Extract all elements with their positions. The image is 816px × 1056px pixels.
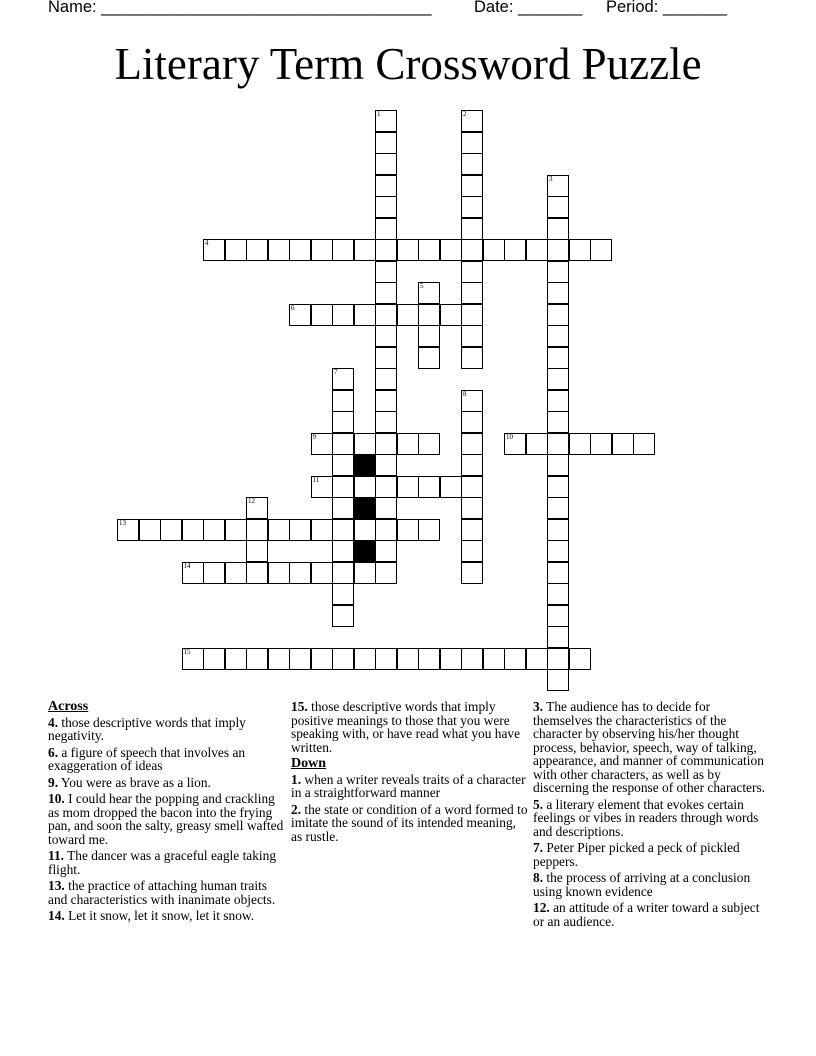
crossword-cell[interactable] [311,519,333,541]
clue-number: 7. [533,840,544,855]
clue-number: 2. [291,801,302,817]
blocked-cell [354,454,376,476]
crossword-cell[interactable] [547,239,569,261]
crossword-cell[interactable] [246,239,268,261]
clue-number-label: 1 [377,110,381,118]
crossword-cell[interactable] [182,648,204,670]
crossword-cell[interactable] [375,411,397,433]
crossword-cell[interactable] [461,239,483,261]
crossword-cell[interactable] [397,476,419,498]
crossword-cell[interactable] [397,519,419,541]
crossword-cell[interactable] [547,497,569,519]
crossword-cell[interactable] [182,562,204,584]
crossword-cell[interactable] [547,368,569,390]
crossword-cell[interactable] [461,454,483,476]
crossword-cell[interactable] [311,433,333,455]
crossword-cell[interactable] [461,153,483,175]
crossword-cell[interactable] [590,433,612,455]
clue-number-label: 5 [420,282,424,290]
crossword-cell[interactable] [203,648,225,670]
crossword-cell[interactable] [268,648,290,670]
clue-number: 3. [533,699,544,714]
clue-number-label: 6 [291,303,295,312]
crossword-cell[interactable] [375,153,397,175]
crossword-cell[interactable] [418,347,440,369]
clue-number: 11. [48,848,64,863]
crossword-cell[interactable] [504,648,526,670]
clue-number-label: 2 [463,110,467,118]
crossword-cell[interactable] [139,519,161,541]
crossword-cell[interactable] [117,519,139,541]
crossword-cell[interactable] [375,540,397,562]
crossword-cell[interactable] [547,325,569,347]
crossword-cell[interactable] [375,325,397,347]
clue-9 [48,776,288,790]
crossword-cell[interactable] [526,648,548,670]
crossword-cell[interactable] [397,239,419,261]
clue-text: The dancer was a graceful eagle taking flight. [48,848,277,877]
crossword-cell[interactable] [461,196,483,218]
clue-text: the state or condition of a word formed to imitate the sound of its intended meaning, as rustle. [291,801,528,844]
clue-3 [533,700,769,795]
crossword-cell[interactable] [375,390,397,412]
crossword-cell[interactable] [461,347,483,369]
crossword-cell[interactable] [289,519,311,541]
crossword-cell[interactable] [461,540,483,562]
crossword-cell[interactable] [440,304,462,326]
crossword-cell[interactable] [354,648,376,670]
clue-number-label: 13 [119,518,126,527]
crossword-cell[interactable] [461,648,483,670]
crossword-cell[interactable] [332,433,354,455]
crossword-cell[interactable] [289,562,311,584]
crossword-cell[interactable] [375,476,397,498]
clue-text: when a writer reveals traits of a character in a straightforward manner [291,771,526,800]
clue-12 [533,901,769,928]
clue-number-label: 8 [463,389,467,398]
crossword-cell[interactable] [311,648,333,670]
clue-13 [48,879,288,906]
crossword-cell[interactable] [225,562,247,584]
clue-number-label: 10 [506,432,513,441]
crossword-cell[interactable] [375,110,397,132]
page-title: Literary Term Crossword Puzzle [114,39,702,89]
crossword-cell[interactable] [289,239,311,261]
crossword-cell[interactable] [246,497,268,519]
crossword-cell[interactable] [547,562,569,584]
clue-4 [48,716,288,743]
crossword-cell[interactable] [375,648,397,670]
crossword-cell[interactable] [461,476,483,498]
period-field[interactable]: Period: _______ [606,0,728,16]
crossword-cell[interactable] [375,304,397,326]
crossword-cell[interactable] [504,433,526,455]
crossword-cell[interactable] [311,562,333,584]
crossword-cell[interactable] [547,519,569,541]
crossword-cell[interactable] [461,175,483,197]
crossword-cell[interactable] [461,562,483,584]
blocked-cell [354,540,376,562]
crossword-cell[interactable] [332,583,354,605]
crossword-cell[interactable] [203,562,225,584]
clue-number: 15. [291,699,308,714]
crossword-cell[interactable] [375,433,397,455]
clue-number: 14. [48,908,65,923]
crossword-cell[interactable] [418,476,440,498]
crossword-cell[interactable] [418,239,440,261]
crossword-cell[interactable] [375,497,397,519]
clue-text: the process of arriving at a conclusion using known evidence [533,870,751,899]
clue-number: 4. [48,714,59,730]
crossword-cell[interactable] [332,476,354,498]
crossword-cell[interactable] [332,368,354,390]
crossword-cell[interactable] [375,454,397,476]
crossword-cell[interactable] [354,476,376,498]
clue-text: a literary element that evokes certain feelings or vibes in readers through words and descriptions. [533,796,759,839]
clue-14 [48,909,288,923]
crossword-cell[interactable] [397,648,419,670]
crossword-cell[interactable] [461,325,483,347]
crossword-cell[interactable] [203,239,225,261]
crossword-cell[interactable] [268,562,290,584]
clue-text: I could hear the popping and crackling as mom dropped the bacon into the frying pan, and soon the salty, greasy smell wafted toward me. [48,791,284,847]
crossword-cell[interactable] [246,540,268,562]
crossword-cell[interactable] [246,562,268,584]
clue-number-label: 3 [549,174,553,183]
crossword-cell[interactable] [547,411,569,433]
crossword-cell[interactable] [375,261,397,283]
crossword-cell[interactable] [504,239,526,261]
crossword-cell[interactable] [569,433,591,455]
crossword-cell[interactable] [375,196,397,218]
clue-number: 5. [533,796,544,812]
down-heading: Down [291,756,327,771]
clue-text: those descriptive words that imply negativity. [48,714,246,743]
crossword-cell[interactable] [547,218,569,240]
crossword-cell[interactable] [547,540,569,562]
crossword-cell[interactable] [569,239,591,261]
crossword-cell[interactable] [461,218,483,240]
crossword-cell[interactable] [268,519,290,541]
clue-number: 6. [48,744,59,760]
clue-text: Let it snow, let it snow, let it snow. [64,908,255,923]
crossword-cell[interactable] [289,648,311,670]
crossword-cell[interactable] [418,519,440,541]
crossword-cell[interactable] [418,282,440,304]
clue-number-label: 14 [183,561,191,570]
crossword-cell[interactable] [461,261,483,283]
blocked-cell [354,497,376,519]
crossword-cell[interactable] [397,304,419,326]
crossword-cell[interactable] [375,347,397,369]
clue-number: 12. [533,900,550,915]
crossword-cell[interactable] [461,519,483,541]
crossword-cell[interactable] [311,239,333,261]
crossword-cell[interactable] [547,175,569,197]
clue-6 [48,746,288,773]
crossword-cell[interactable] [569,648,591,670]
crossword-cell[interactable] [633,433,655,455]
crossword-cell[interactable] [375,562,397,584]
crossword-cell[interactable] [418,648,440,670]
crossword-cell[interactable] [526,433,548,455]
crossword-cell[interactable] [440,476,462,498]
clue-text: The audience has to decide for themselves the characteristics of the character by observing his/her thought process, behavior, speech, way of talking, appearance, and manner of communication with other characters, as well as by discerning the response of other characters. [533,699,766,795]
crossword-cell[interactable] [461,282,483,304]
crossword-cell[interactable] [547,476,569,498]
clue-number-label: 15 [183,647,191,656]
crossword-cell[interactable] [375,282,397,304]
crossword-cell[interactable] [375,239,397,261]
clue-2 [291,803,529,844]
clue-column-3 [533,700,769,931]
crossword-cell[interactable] [547,347,569,369]
crossword-cell[interactable] [547,304,569,326]
crossword-cell[interactable] [354,433,376,455]
crossword-cell[interactable] [547,669,569,691]
clue-1 [291,773,529,800]
crossword-cell[interactable] [547,626,569,648]
crossword-cell[interactable] [590,239,612,261]
clue-8 [533,871,769,898]
crossword-cell[interactable] [332,540,354,562]
clue-text: You were as brave as a lion. [58,774,211,790]
crossword-cell[interactable] [547,390,569,412]
crossword-cell[interactable] [547,433,569,455]
crossword-cell[interactable] [246,519,268,541]
crossword-cell[interactable] [332,562,354,584]
crossword-cell[interactable] [311,476,333,498]
clue-number-label: 11 [312,475,320,484]
crossword-cell[interactable] [354,562,376,584]
clue-number: 10. [48,791,65,806]
crossword-cell[interactable] [375,132,397,154]
crossword-cell[interactable] [332,605,354,627]
crossword-cell[interactable] [461,110,483,132]
clue-15 [291,700,529,754]
crossword-cell[interactable] [225,519,247,541]
crossword-cell[interactable] [332,304,354,326]
clue-text: a figure of speech that involves an exaggeration of ideas [48,744,246,773]
crossword-cell[interactable] [547,583,569,605]
clue-number: 9. [48,774,59,790]
crossword-cell[interactable] [547,648,569,670]
clue-number-label: 12 [248,497,255,505]
crossword-cell[interactable] [268,239,290,261]
clue-number: 13. [48,878,65,893]
crossword-cell[interactable] [547,196,569,218]
crossword-cell[interactable] [547,261,569,283]
crossword-cell[interactable] [160,519,182,541]
crossword-cell[interactable] [332,390,354,412]
crossword-cell[interactable] [547,454,569,476]
crossword-cell[interactable] [461,132,483,154]
clue-text: an attitude of a writer toward a subject or an audience. [533,900,760,929]
crossword-cell[interactable] [332,648,354,670]
crossword-cell[interactable] [483,648,505,670]
clue-column-1 [48,700,288,926]
crossword-cell[interactable] [182,519,204,541]
crossword-cell[interactable] [375,175,397,197]
crossword-cell[interactable] [246,648,268,670]
clue-number-label: 7 [334,368,338,376]
crossword-cell[interactable] [311,304,333,326]
crossword-cell[interactable] [375,218,397,240]
crossword-cell[interactable] [440,648,462,670]
clue-text: Peter Piper picked a peck of pickled peppers. [533,840,740,869]
clue-text: those descriptive words that imply positive meanings to those that you were speaking with, or have read what you have written. [291,699,521,755]
crossword-cell[interactable] [461,497,483,519]
crossword-cell[interactable] [461,433,483,455]
crossword-cell[interactable] [461,411,483,433]
clue-column-2 [291,700,529,846]
crossword-cell[interactable] [332,239,354,261]
crossword-cell[interactable] [418,433,440,455]
crossword-cell[interactable] [375,519,397,541]
crossword-cell[interactable] [547,605,569,627]
crossword-cell[interactable] [375,368,397,390]
clue-10 [48,792,288,846]
clue-text: the practice of attaching human traits and characteristics with inanimate objects. [48,878,276,907]
crossword-cell[interactable] [483,239,505,261]
crossword-cell[interactable] [354,519,376,541]
crossword-cell[interactable] [332,454,354,476]
clue-7 [533,841,769,868]
crossword-cell[interactable] [354,304,376,326]
crossword-cell[interactable] [332,411,354,433]
crossword-cell[interactable] [332,519,354,541]
crossword-cell[interactable] [289,304,311,326]
clue-5 [533,798,769,839]
crossword-cell[interactable] [526,239,548,261]
crossword-cell[interactable] [547,282,569,304]
crossword-cell[interactable] [418,304,440,326]
crossword-cell[interactable] [440,239,462,261]
clue-11 [48,849,288,876]
clue-number: 1. [291,771,302,787]
crossword-cell[interactable] [612,433,634,455]
crossword-cell[interactable] [461,390,483,412]
crossword-cell[interactable] [418,325,440,347]
name-field[interactable]: Name: ____________________________________ [48,0,432,16]
crossword-cell[interactable] [354,239,376,261]
clue-number-label: 4 [205,239,209,247]
crossword-cell[interactable] [461,304,483,326]
crossword-cell[interactable] [332,497,354,519]
crossword-cell[interactable] [225,648,247,670]
crossword-cell[interactable] [397,433,419,455]
crossword-cell[interactable] [203,519,225,541]
crossword-cell[interactable] [225,239,247,261]
across-heading: Across [48,699,89,714]
clue-number: 8. [533,870,544,885]
clue-number-label: 9 [312,432,316,441]
date-field[interactable]: Date: _______ [474,0,583,16]
